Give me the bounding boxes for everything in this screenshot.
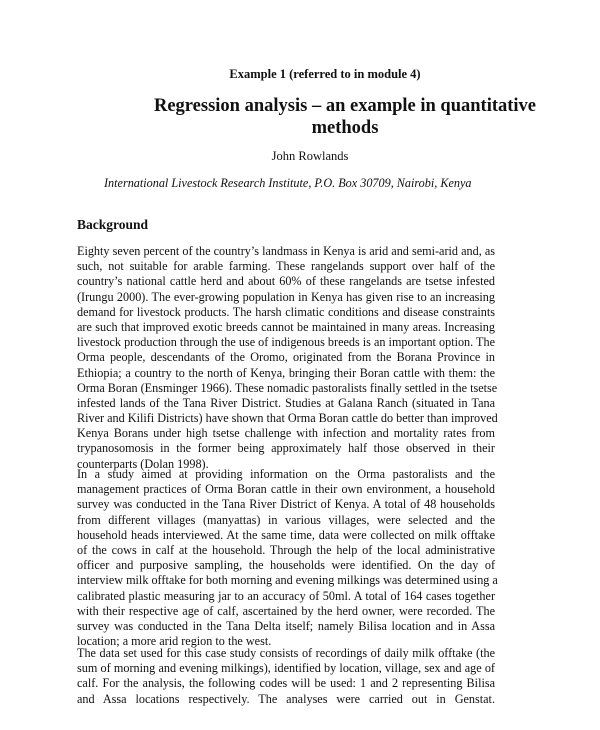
paragraph-line: officer and purposive sampling, the households were identified. On the day of xyxy=(77,558,495,573)
paragraph-line: counterparts (Dolan 1998). xyxy=(77,456,209,471)
paragraph-line: Kenya Borans under high tsetse challenge with infection and mortality rates from xyxy=(77,426,495,441)
paragraph-line: survey was conducted in the Tana River District of Kenya. A total of 48 households xyxy=(77,497,495,512)
paragraph-line: with their respective age of calf, ascertained by the herd owner, were recorded. The xyxy=(77,603,495,618)
paragraph-line: Orma Boran (Ensminger 1966). These nomadic pastoralists finally settled in the tsetse xyxy=(77,380,498,395)
paragraph-3 xyxy=(77,646,495,707)
paragraph-line: of the cows in calf at the household. Through the help of the local administrative xyxy=(77,542,495,557)
author-name: John Rowlands xyxy=(271,149,349,163)
paragraph-line: management practices of Orma Boran cattle in their own environment, a household xyxy=(77,482,495,497)
title-line-2: methods xyxy=(311,118,379,138)
paragraph-line: Eighty seven percent of the country’s landmass in Kenya is arid and semi-arid and, as xyxy=(77,244,495,258)
title-line-1: Regression analysis – an example in quantitative xyxy=(153,96,537,116)
paragraph-line: household heads interviewed. At the same time, data were collected on milk offtake xyxy=(77,527,495,542)
section-heading-background: Background xyxy=(77,217,149,232)
paragraph-line: from different villages (manyattas) in various villages, were selected and the xyxy=(77,512,495,527)
paragraph-line: Ethiopia; a country to the north of Kenya, bringing their Boran cattle with them: the xyxy=(77,365,495,380)
author-affiliation: International Livestock Research Institute, P.O. Box 30709, Nairobi, Kenya xyxy=(104,176,472,190)
paragraph-line: sum of morning and evening milkings), identified by location, village, sex and age of xyxy=(77,661,495,676)
paragraph-line: demand for livestock products. The harsh climatic conditions and disease constraints xyxy=(77,304,495,319)
paragraph-line: River and Kilifi Districts) have shown that Orma Boran cattle do better than improved xyxy=(77,411,498,426)
paragraph-2 xyxy=(77,467,498,649)
paragraph-1 xyxy=(77,244,498,472)
paragraph-line: infested lands of the Tana River District. Studies at Galana Ranch (situated in Tana xyxy=(77,395,495,410)
paragraph-line: such, not suitable for arable farming. These rangelands support over half of the xyxy=(77,259,495,274)
example-label: Example 1 (referred to in module 4) xyxy=(229,67,421,81)
paragraph-line: location; a more arid region to the west. xyxy=(77,634,272,649)
paragraph-line: Orma people, descendants of the Oromo, originated from the Borana Province in xyxy=(77,350,495,365)
paragraph-line: and Assa locations respectively. The analyses were carried out in Genstat. xyxy=(77,691,495,706)
paragraph-line: livestock production through the use of indigenous breeds is an important option. The xyxy=(77,335,495,350)
paragraph-line: calf. For the analysis, the following codes will be used: 1 and 2 representing Bilisa xyxy=(77,676,495,691)
paragraph-line: country’s national cattle herd and about 60% of these rangelands are tsetse infested xyxy=(77,274,495,289)
paragraph-line: survey was conducted in the Tana Delta itself; namely Bilisa location and in Assa xyxy=(77,618,495,633)
paper-title xyxy=(60,95,600,139)
paragraph-line: In a study aimed at providing information on the Orma pastoralists and the xyxy=(77,467,495,481)
paragraph-line: are such that improved exotic breeds cannot be maintained in many areas. Increasing xyxy=(77,319,495,334)
paragraph-line: The data set used for this case study consists of recordings of daily milk offtake (the xyxy=(77,646,495,660)
paragraph-line: interview milk offtake for both morning and evening milkings was determined using a xyxy=(77,573,498,588)
paragraph-line: trypanosomosis in the former being approximately half those observed in their xyxy=(77,441,495,456)
paragraph-line: calibrated plastic measuring jar to an accuracy of 50ml. A total of 164 cases together xyxy=(77,588,495,603)
paragraph-line: (Irungu 2000). The ever-growing population in Kenya has given rise to an increasing xyxy=(77,289,495,304)
